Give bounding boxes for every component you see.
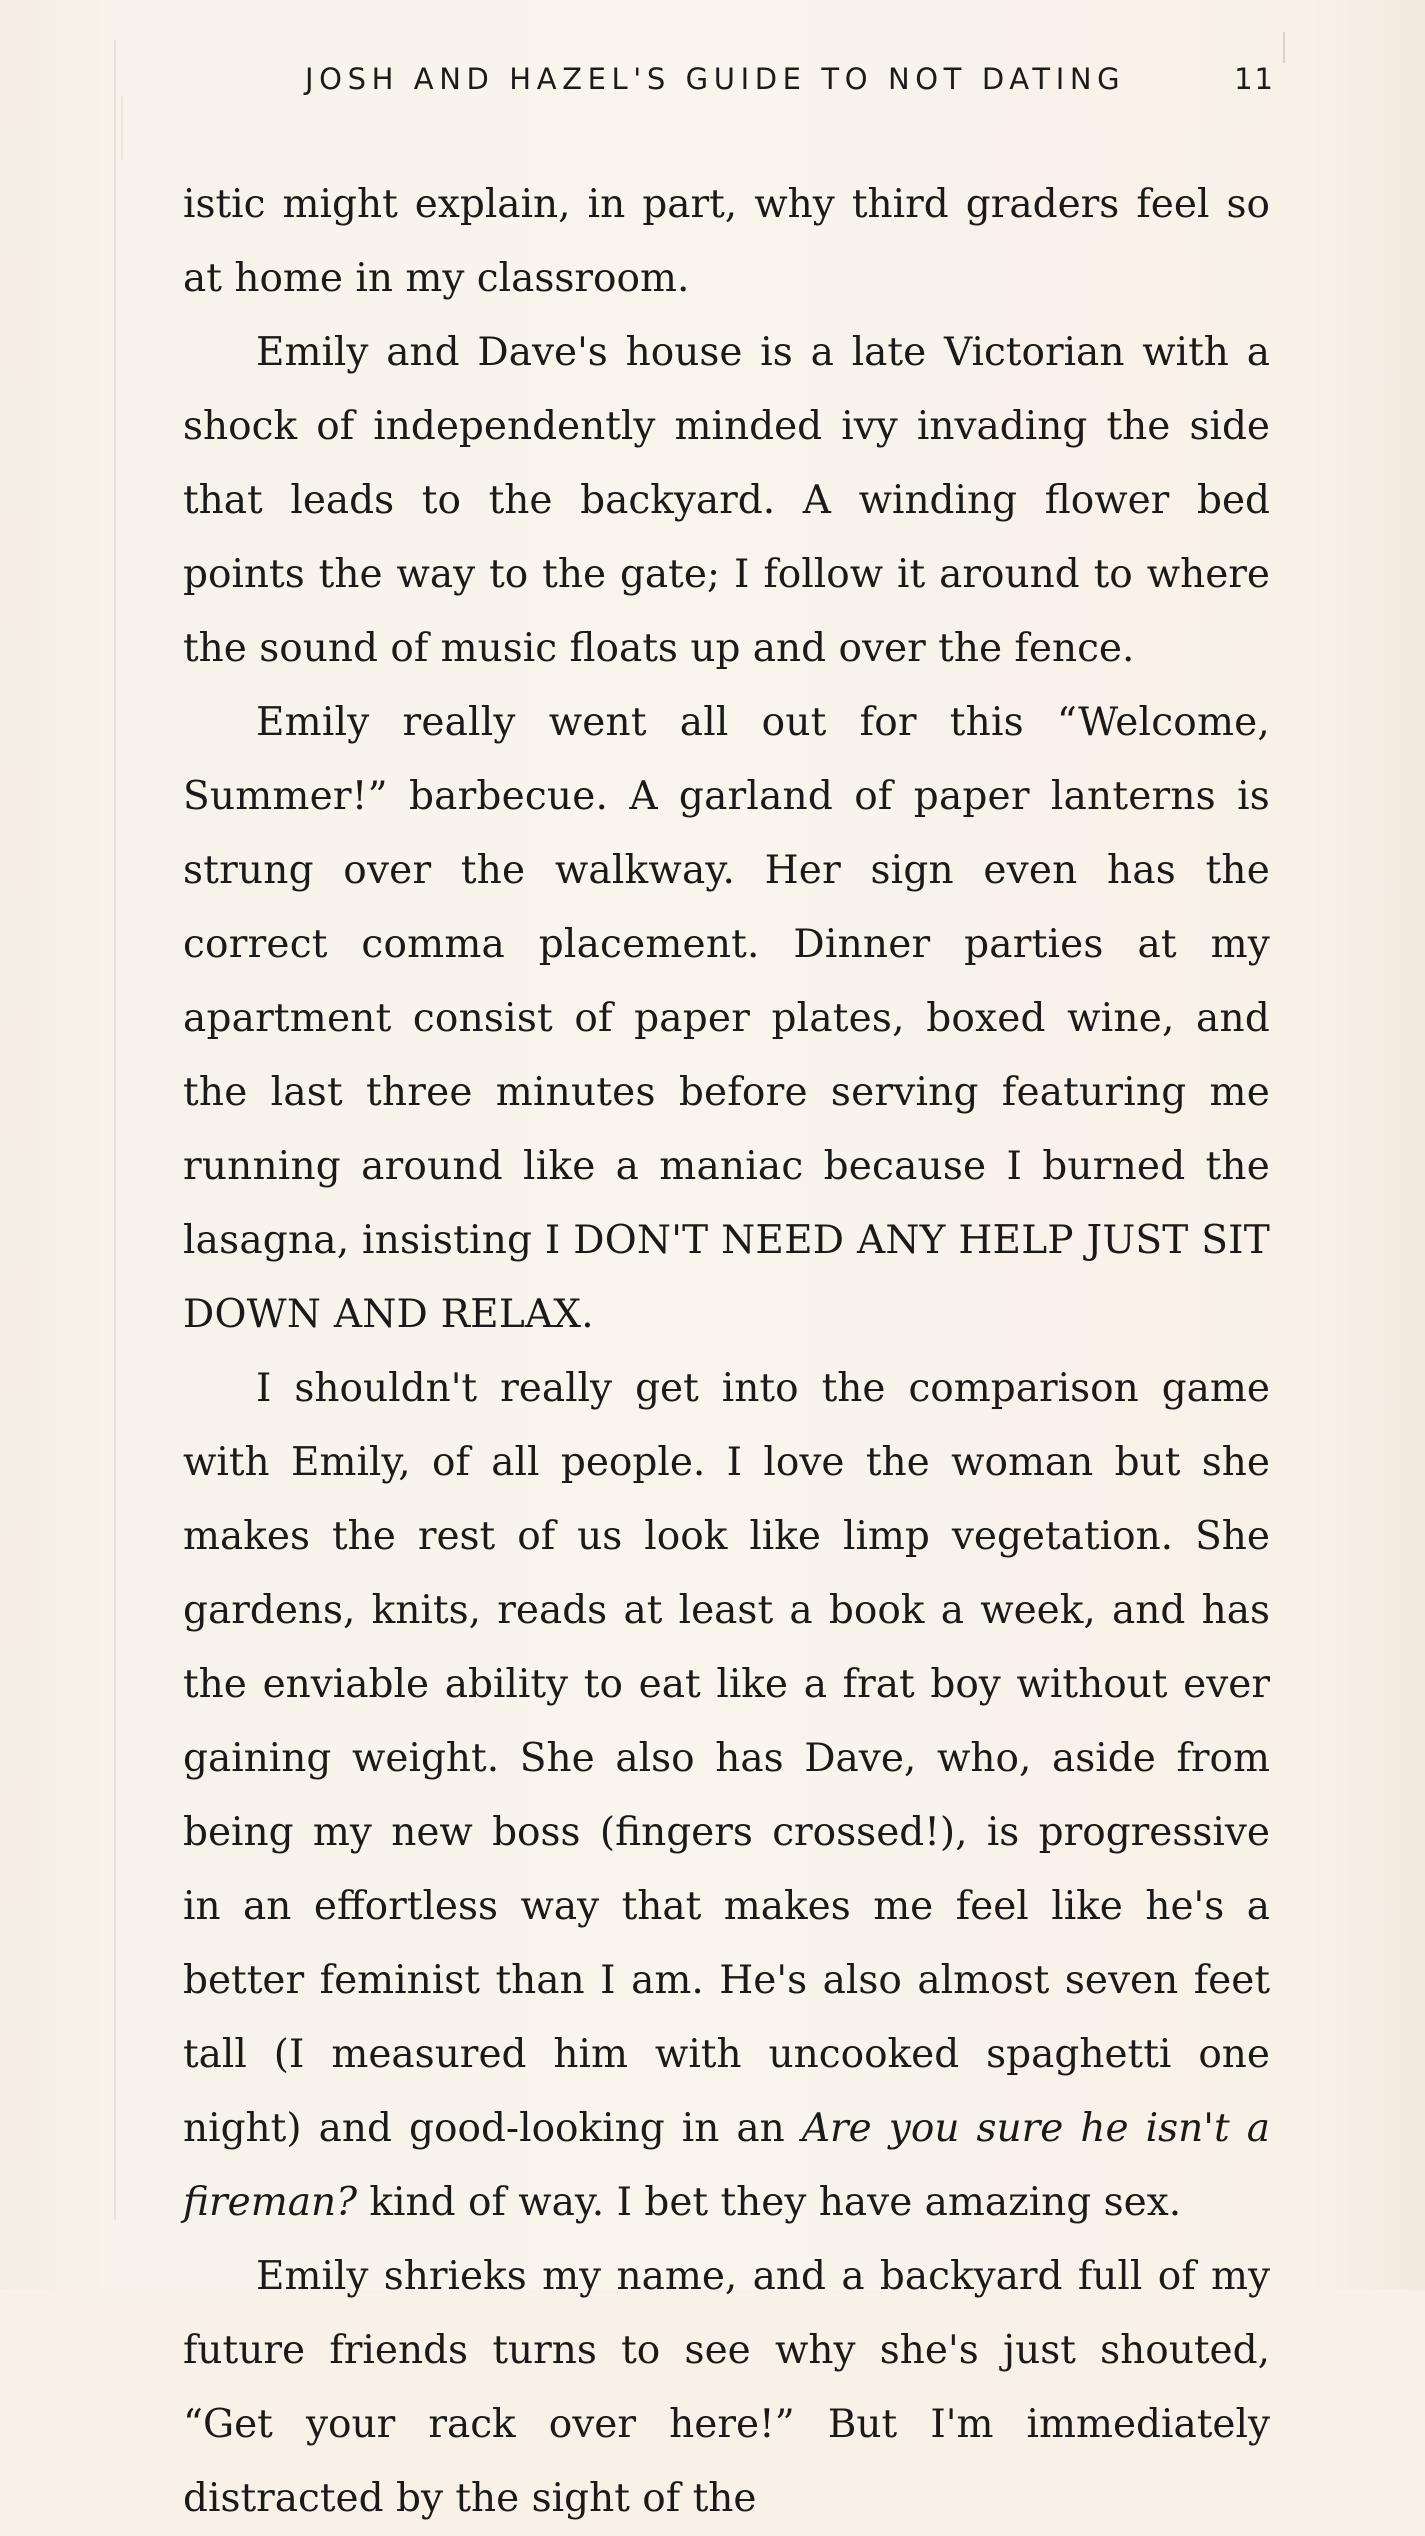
book-title: JOSH AND HAZEL'S GUIDE TO NOT DATING xyxy=(305,62,1126,96)
page-text xyxy=(183,168,1270,2536)
paragraph-2: Emily and Dave's house is a late Victorian with a shock of independently minded ivy invading the side that leads to the backyard. A winding flower bed points the way to the gate; I follow it around to where the sound of music floats up and over the fence. xyxy=(183,330,1270,671)
scan-mark xyxy=(121,96,123,160)
paragraph-3: Emily really went all out for this “Welcome, Summer!” barbecue. A garland of paper lanterns is strung over the walkway. Her sign even has the correct comma placement. Dinner parties at my apartment consist of paper plates, boxed wine, and the last three minutes before serving featuring me running around like a maniac because I burned the lasagna, insisting I DON'T NEED ANY HELP JUST SIT DOWN AND RELAX. xyxy=(183,700,1270,1337)
paragraph-4-italic-question: Are you sure he isn't a fireman? xyxy=(183,2106,1270,2225)
page-number: 11 xyxy=(1234,62,1275,96)
running-head xyxy=(305,62,1275,112)
page-gutter-shadow xyxy=(114,40,116,2220)
paragraph-1: istic might explain, in part, why third graders feel so at home in my classroom. xyxy=(183,182,1270,301)
paragraph-4 xyxy=(183,1352,1270,2240)
paragraph-4-text-b: kind of way. I bet they have amazing sex. xyxy=(357,2180,1182,2225)
scan-mark xyxy=(1283,32,1285,63)
paragraph-4-text-a: I shouldn't really get into the comparison game with Emily, of all people. I love the woman but she makes the rest of us look like limp vegetation. She gardens, knits, reads at least a book a week, and has the enviable ability to eat like a frat boy without ever gaining weight. She also has Dave, who, aside from being my new boss (fingers crossed!), is progressive in an effortless way that makes me feel like he's a better feminist than I am. He's also almost seven feet tall (I measured him with uncooked spaghetti one night) and good-looking in an xyxy=(183,1366,1270,2151)
paragraph-5: Emily shrieks my name, and a backyard full of my future friends turns to see why she's just shouted, “Get your rack over here!” But I'm immediately distracted by the sight of the xyxy=(183,2254,1270,2521)
